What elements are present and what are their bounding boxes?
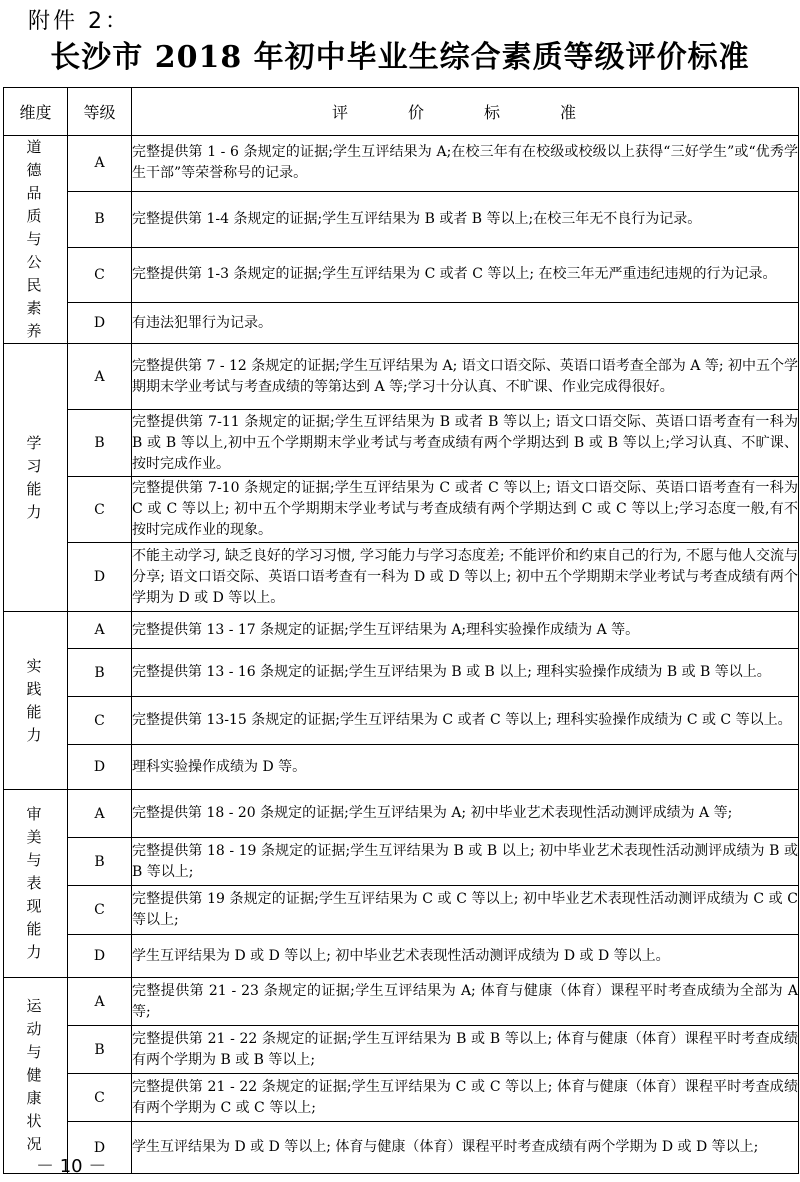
criteria-cell: 完整提供第 13-15 条规定的证据;学生互评结果为 C 或者 C 等以上; 理科实验操作成绩为 C 或 C 等以上。 [132,697,799,745]
level-cell: B [68,410,132,477]
attachment-label: 附件 2： [28,9,130,34]
level-cell: D [68,745,132,790]
level-cell: C [68,1074,132,1122]
table-row [4,477,799,543]
level-cell: A [68,612,132,649]
dimension-label: 学习能力 [26,433,45,521]
table-row [4,191,799,247]
column-header-criteria: 评 价 标 准 [132,88,799,136]
table-row [4,1074,799,1122]
table-body [4,136,799,1174]
criteria-cell: 完整提供第 21 - 22 条规定的证据;学生互评结果为 C 或 C 等以上; 体育与健康（体育）课程平时考查成绩有两个学期为 C 或 C 等以上; [132,1074,799,1122]
table-row [4,838,799,886]
criteria-cell: 学生互评结果为 D 或 D 等以上; 初中毕业艺术表现性活动测评成绩为 D 或 D 等以上。 [132,935,799,978]
table-header-row [4,88,799,136]
table-row [4,344,799,410]
level-cell: D [68,543,132,612]
level-cell: B [68,1026,132,1074]
dimension-cell [4,978,68,1174]
table-row [4,649,799,697]
table-row [4,790,799,838]
level-cell: B [68,191,132,247]
dimension-label: 实践能力 [26,656,45,744]
criteria-cell: 完整提供第 21 - 23 条规定的证据;学生互评结果为 A; 体育与健康（体育）课程平时考查成绩为全部为 A 等; [132,978,799,1026]
table-row [4,697,799,745]
criteria-cell: 理科实验操作成绩为 D 等。 [132,745,799,790]
criteria-cell: 完整提供第 18 - 19 条规定的证据;学生互评结果为 B 或 B 以上; 初中毕业艺术表现性活动测评成绩为 B 或 B 等以上; [132,838,799,886]
criteria-cell: 有违法犯罪行为记录。 [132,303,799,344]
column-header-level: 等级 [68,88,132,136]
level-cell: B [68,649,132,697]
level-cell: A [68,978,132,1026]
criteria-cell: 完整提供第 19 条规定的证据;学生互评结果为 C 或 C 等以上; 初中毕业艺术表现性活动测评成绩为 C 或 C 等以上; [132,886,799,935]
dimension-cell [4,790,68,978]
dimension-cell [4,136,68,344]
level-cell: A [68,790,132,838]
level-cell: D [68,1122,132,1174]
level-cell: D [68,303,132,344]
criteria-cell: 完整提供第 1-4 条规定的证据;学生互评结果为 B 或者 B 等以上;在校三年无不良行为记录。 [132,191,799,247]
criteria-cell: 完整提供第 7-11 条规定的证据;学生互评结果为 B 或者 B 等以上; 语文口语交际、英语口语考查有一科为 B 或 B 等以上,初中五个学期期末学业考试与考查成绩有两个学期达到 B 或 B 等以上;学习认真、不旷课、按时完成作业。 [132,410,799,477]
criteria-cell: 完整提供第 18 - 20 条规定的证据;学生互评结果为 A; 初中毕业艺术表现性活动测评成绩为 A 等; [132,790,799,838]
criteria-cell: 不能主动学习, 缺乏良好的学习习惯, 学习能力与学习态度差; 不能评价和约束自己的行为, 不愿与他人交流与分享; 语文口语交际、英语口语考查有一科为 D 或 D 等以上; 初中五个学期期末学业考试与考查成绩有两个学期为 D 或 D 等以上。 [132,543,799,612]
table-row [4,247,799,303]
level-cell: C [68,697,132,745]
table-row [4,410,799,477]
level-cell: D [68,935,132,978]
table-row [4,543,799,612]
level-cell: C [68,886,132,935]
criteria-cell: 完整提供第 7-10 条规定的证据;学生互评结果为 C 或者 C 等以上; 语文口语交际、英语口语考查有一科为 C 或 C 等以上; 初中五个学期期末学业考试与考查成绩有两个学期达到 C 或 C 等以上;学习态度一般,有不按时完成作业的现象。 [132,477,799,543]
criteria-cell: 完整提供第 21 - 22 条规定的证据;学生互评结果为 B 或 B 等以上; 体育与健康（体育）课程平时考查成绩有两个学期为 B 或 B 等以上; [132,1026,799,1074]
level-cell: A [68,344,132,410]
criteria-cell: 学生互评结果为 D 或 D 等以上; 体育与健康（体育）课程平时考查成绩有两个学期为 D 或 D 等以上; [132,1122,799,1174]
table-row [4,612,799,649]
dimension-cell [4,612,68,790]
level-cell: C [68,247,132,303]
level-cell: A [68,136,132,192]
criteria-cell: 完整提供第 7 - 12 条规定的证据;学生互评结果为 A; 语文口语交际、英语口语考查全部为 A 等; 初中五个学期期末学业考试与考查成绩的等第达到 A 等;学习十分认真、不旷课、作业完成得很好。 [132,344,799,410]
column-header-dimension: 维度 [4,88,68,136]
criteria-cell: 完整提供第 13 - 16 条规定的证据;学生互评结果为 B 或 B 以上; 理科实验操作成绩为 B 或 B 等以上。 [132,649,799,697]
page-title: 长沙市 2018 年初中毕业生综合素质等级评价标准 [50,40,750,75]
evaluation-table [3,87,799,1174]
table-row [4,136,799,192]
level-cell: C [68,477,132,543]
criteria-cell: 完整提供第 1 - 6 条规定的证据;学生互评结果为 A;在校三年有在校级或校级以上获得“三好学生”或“优秀学生干部”等荣誉称号的记录。 [132,136,799,192]
dimension-label: 道德品质与公民素养 [26,138,45,340]
table-row [4,1026,799,1074]
table-row [4,978,799,1026]
table-row [4,935,799,978]
dimension-label: 审美与表现能力 [26,805,45,961]
criteria-cell: 完整提供第 1-3 条规定的证据;学生互评结果为 C 或者 C 等以上; 在校三年无严重违纪违规的行为记录。 [132,247,799,303]
level-cell: B [68,838,132,886]
page-number: － 10 － [36,1156,107,1177]
table-row [4,745,799,790]
table-row [4,303,799,344]
dimension-cell [4,344,68,612]
table-row [4,886,799,935]
dimension-label: 运动与健康状况 [26,997,45,1153]
criteria-cell: 完整提供第 13 - 17 条规定的证据;学生互评结果为 A;理科实验操作成绩为 A 等。 [132,612,799,649]
table-row [4,1122,799,1174]
